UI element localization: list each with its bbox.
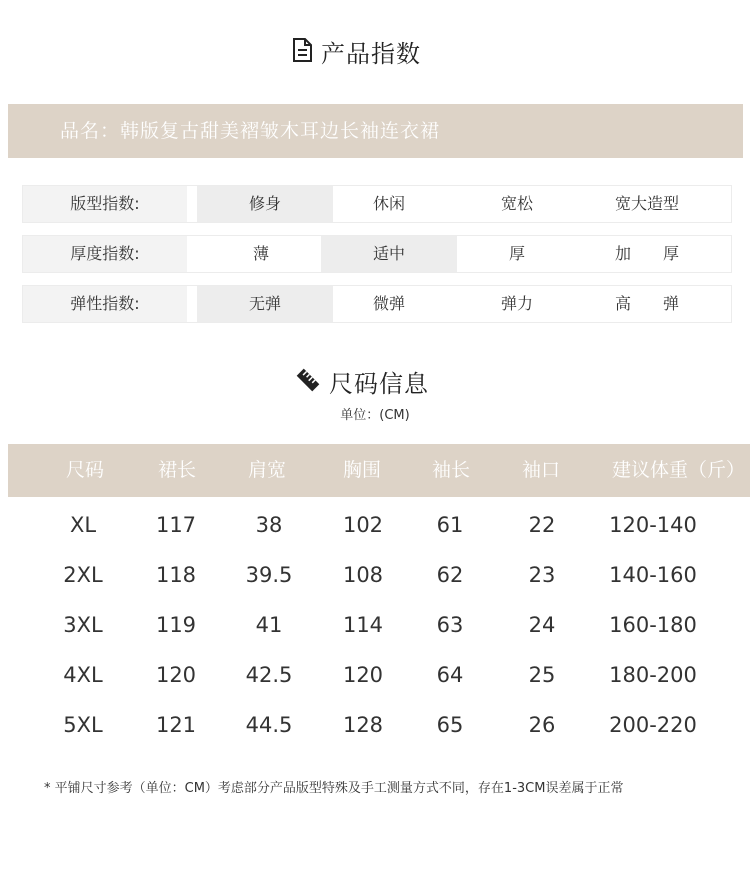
column-header: 裙长 xyxy=(157,459,196,481)
index-label: 版型指数: xyxy=(23,186,187,222)
table-cell: 128 xyxy=(342,713,384,737)
index-option: 适中 xyxy=(321,236,457,272)
table-cell: 180-200 xyxy=(609,663,697,687)
index-option: 修身 xyxy=(197,186,333,222)
table-cell: 160-180 xyxy=(609,613,697,637)
index-row-thickness xyxy=(22,235,732,273)
table-cell: 39.5 xyxy=(245,563,293,587)
table-cell: 120 xyxy=(155,663,197,687)
index-option: 宽大造型 xyxy=(614,194,679,213)
table-cell: 24 xyxy=(528,613,556,637)
table-cell: 38 xyxy=(255,513,283,537)
section-title: 尺码信息 xyxy=(329,370,429,398)
column-header: 胸围 xyxy=(342,459,381,481)
table-cell: 108 xyxy=(342,563,384,587)
index-row-fit xyxy=(22,185,732,223)
table-cell: 200-220 xyxy=(609,713,697,737)
product-name-bar: 品名：韩版复古甜美褶皱木耳边长袖连衣裙 xyxy=(8,104,743,158)
column-header: 肩宽 xyxy=(247,459,286,481)
table-cell: 25 xyxy=(528,663,556,687)
index-option: 加 厚 xyxy=(614,244,679,263)
size-table-header xyxy=(8,444,750,497)
table-cell: 118 xyxy=(155,563,197,587)
table-cell: 117 xyxy=(155,513,197,537)
index-option: 无弹 xyxy=(197,286,333,322)
table-cell: 44.5 xyxy=(245,713,293,737)
table-cell: 121 xyxy=(155,713,197,737)
table-cell: 41 xyxy=(255,613,283,637)
column-header: 袖长 xyxy=(431,459,470,481)
table-cell: 61 xyxy=(436,513,464,537)
measurement-footnote: * 平铺尺寸参考（单位：CM）考虑部分产品版型特殊及手工测量方式不同，存在1-3CM误差属于正常 xyxy=(44,781,624,796)
table-cell: 119 xyxy=(155,613,197,637)
index-option: 微弹 xyxy=(372,294,405,313)
index-option: 厚 xyxy=(508,244,525,263)
table-cell: 102 xyxy=(342,513,384,537)
size-info-heading xyxy=(295,364,429,399)
column-header: 尺码 xyxy=(65,459,104,481)
table-cell: 114 xyxy=(342,613,384,637)
index-label: 厚度指数: xyxy=(23,236,187,272)
table-cell: 120-140 xyxy=(609,513,697,537)
table-cell: 65 xyxy=(436,713,464,737)
table-cell: 63 xyxy=(436,613,464,637)
column-header: 袖口 xyxy=(521,459,560,481)
table-cell: 2XL xyxy=(63,563,103,587)
index-row-elasticity xyxy=(22,285,732,323)
index-option: 弹力 xyxy=(500,294,533,313)
table-cell: 140-160 xyxy=(609,563,697,587)
table-cell: 64 xyxy=(436,663,464,687)
product-index-heading xyxy=(291,34,421,69)
column-header: 建议体重（斤） xyxy=(612,459,746,481)
document-icon xyxy=(291,38,313,66)
ruler-icon xyxy=(295,367,321,397)
page-title: 产品指数 xyxy=(321,40,421,68)
index-option: 休闲 xyxy=(372,194,405,213)
table-cell: XL xyxy=(69,513,97,537)
index-option: 宽松 xyxy=(500,194,533,213)
units-label: 单位：(CM) xyxy=(340,408,410,423)
table-cell: 120 xyxy=(342,663,384,687)
table-cell: 5XL xyxy=(63,713,103,737)
index-option: 高 弹 xyxy=(614,294,679,313)
table-cell: 42.5 xyxy=(245,663,293,687)
index-label: 弹性指数: xyxy=(23,286,187,322)
index-option: 薄 xyxy=(252,244,269,263)
table-cell: 62 xyxy=(436,563,464,587)
table-cell: 3XL xyxy=(63,613,103,637)
table-cell: 4XL xyxy=(63,663,103,687)
table-cell: 23 xyxy=(528,563,556,587)
table-cell: 26 xyxy=(528,713,556,737)
table-cell: 22 xyxy=(528,513,556,537)
